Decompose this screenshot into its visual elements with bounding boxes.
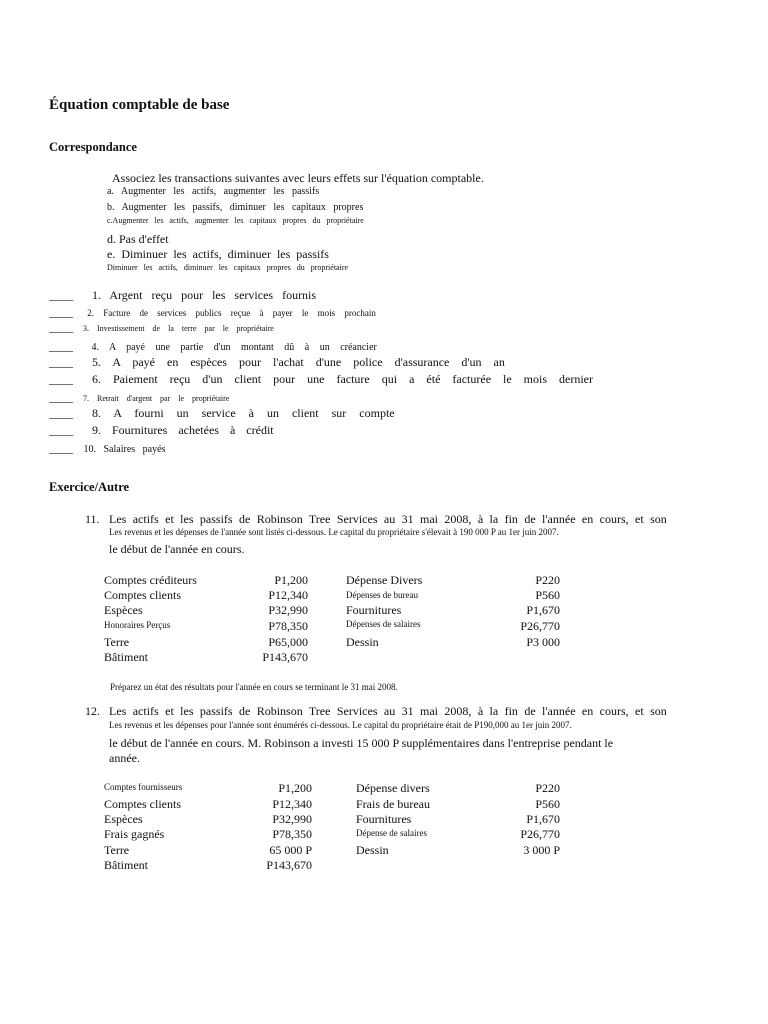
account-value: P1,670: [526, 812, 560, 826]
transaction-row: [49, 390, 229, 405]
account-value: P220: [535, 781, 560, 795]
answer-blank[interactable]: ____: [49, 320, 73, 334]
exercise-number: 12.: [85, 704, 100, 718]
option-a: a. Augmenter les actifs, augmenter les passifs: [107, 186, 320, 197]
option-e: e. Diminuer les actifs, diminuer les passifs: [107, 247, 329, 261]
exercise-number: 11.: [85, 512, 100, 526]
account-value: P220: [535, 573, 560, 587]
transaction-row: [49, 288, 316, 303]
transaction-text: 6. Paiement reçu d'un client pour une facture qui a été facturée le mois dernier: [92, 372, 593, 386]
transaction-row: [49, 423, 274, 438]
account-value: P12,340: [268, 588, 308, 602]
option-c: c.Augmenter les actifs, augmenter les capitaux propres du propriétaire: [107, 216, 364, 225]
account-label: Dépenses de salaires: [346, 619, 421, 629]
account-label: Fournitures: [346, 603, 402, 617]
account-label: Dépenses de bureau: [346, 590, 418, 600]
account-label: Dépense de salaires: [356, 828, 427, 838]
account-value: P143,670: [266, 858, 312, 872]
answer-blank[interactable]: ____: [49, 339, 73, 353]
account-label: Frais de bureau: [356, 797, 430, 811]
option-b: b. Augmenter les passifs, diminuer les capitaux propres: [107, 202, 364, 213]
account-value: P560: [535, 797, 560, 811]
answer-blank[interactable]: ____: [49, 355, 73, 369]
account-value: P32,990: [268, 603, 308, 617]
transaction-text: 8. A fourni un service à un client sur compte: [92, 406, 395, 420]
answer-blank[interactable]: ____: [49, 406, 73, 420]
account-value: P65,000: [268, 635, 308, 649]
transaction-text: 4. A payé une partie d'un montant dû à un créancier: [91, 342, 377, 353]
account-value: P78,350: [268, 619, 308, 633]
account-label: Dépense Divers: [346, 573, 423, 587]
account-label: Dessin: [346, 635, 379, 649]
transaction-text: 2. Facture de services publics reçue à payer le mois prochain: [87, 308, 376, 318]
answer-blank[interactable]: ____: [49, 390, 73, 404]
account-value: P78,350: [272, 827, 312, 841]
account-label: Fournitures: [356, 812, 412, 826]
account-label: Comptes créditeurs: [104, 573, 197, 587]
exercise-text-line: le début de l'année en cours. M. Robinson a investi 15 000 P supplémentaires dans l'entreprise pendant le: [109, 736, 614, 750]
account-label: Comptes clients: [104, 588, 181, 602]
account-value: P26,770: [520, 827, 560, 841]
answer-blank[interactable]: ____: [49, 288, 73, 302]
account-label: Terre: [104, 843, 130, 857]
transaction-row: [49, 406, 395, 421]
account-label: Bâtiment: [104, 858, 148, 872]
transaction-row: [49, 339, 377, 354]
account-label: Honoraires Perçus: [104, 620, 171, 630]
transaction-text: 7. Retrait d'argent par le propriétaire: [83, 394, 230, 403]
exercise-text-line: Les revenus et les dépenses de l'année sont listés ci-dessous. Le capital du propriétaire s'élevait à 190 000 P au 1er juin 2007.: [109, 527, 559, 537]
account-label: Bâtiment: [104, 650, 148, 664]
account-label: Espèces: [104, 812, 143, 826]
transaction-text: 10. Salaires payés: [83, 444, 166, 455]
account-value: P3 000: [526, 635, 560, 649]
transaction-text: 1. Argent reçu pour les services fournis: [92, 288, 317, 302]
account-value: 3 000 P: [523, 843, 560, 857]
account-label: Comptes fournisseurs: [104, 782, 183, 792]
transaction-row: [49, 441, 165, 456]
transaction-row: [49, 320, 274, 335]
account-label: Espèces: [104, 603, 143, 617]
account-value: P143,670: [262, 650, 308, 664]
answer-blank[interactable]: ____: [49, 305, 73, 319]
option-e-detail: Diminuer les actifs, diminuer les capitaux propres du propriétaire: [107, 263, 349, 272]
answer-blank[interactable]: ____: [49, 423, 73, 437]
account-value: P560: [535, 588, 560, 602]
exercise-text-line: Les actifs et les passifs de Robinson Tree Services au 31 mai 2008, à la fin de l'année en cours, et son: [109, 512, 667, 526]
account-value: P12,340: [272, 797, 312, 811]
instruction-text: Associez les transactions suivantes avec leurs effets sur l'équation comptable.: [112, 171, 484, 185]
section-heading-exercice: Exercice/Autre: [49, 480, 130, 494]
transaction-text: 9. Fournitures achetées à crédit: [92, 423, 274, 437]
exercise-instruction: Préparez un état des résultats pour l'année en cours se terminant le 31 mai 2008.: [110, 682, 398, 692]
answer-blank[interactable]: ____: [49, 372, 73, 386]
account-label: Frais gagnés: [104, 827, 165, 841]
account-value: P1,200: [274, 573, 308, 587]
exercise-text-line: année.: [109, 751, 140, 765]
account-value: 65 000 P: [269, 843, 312, 857]
transaction-text: 3. Investissement de la terre par le propriétaire: [83, 324, 274, 333]
account-value: P1,670: [526, 603, 560, 617]
account-label: Dessin: [356, 843, 389, 857]
transaction-row: [49, 305, 376, 320]
account-value: P26,770: [520, 619, 560, 633]
page-title: Équation comptable de base: [49, 97, 230, 113]
account-label: Terre: [104, 635, 130, 649]
exercise-text-line: Les actifs et les passifs de Robinson Tree Services au 31 mai 2008, à la fin de l'année en cours, et son: [109, 704, 667, 718]
transaction-text: 5. A payé en espèces pour l'achat d'une police d'assurance d'un an: [92, 355, 505, 369]
transaction-row: [49, 355, 505, 370]
option-d: d. Pas d'effet: [107, 232, 169, 246]
account-label: Comptes clients: [104, 797, 181, 811]
transaction-row: [49, 372, 593, 387]
account-label: Dépense divers: [356, 781, 430, 795]
account-value: P32,990: [272, 812, 312, 826]
exercise-text-line: Les revenus et les dépenses pour l'année sont énumérés ci-dessous. Le capital du propriétaire était de P190,000 au 1er juin 2007.: [109, 720, 572, 730]
account-value: P1,200: [278, 781, 312, 795]
answer-blank[interactable]: ____: [49, 441, 73, 455]
exercise-text-line: le début de l'année en cours.: [109, 542, 245, 556]
section-heading-correspondance: Correspondance: [49, 140, 137, 154]
